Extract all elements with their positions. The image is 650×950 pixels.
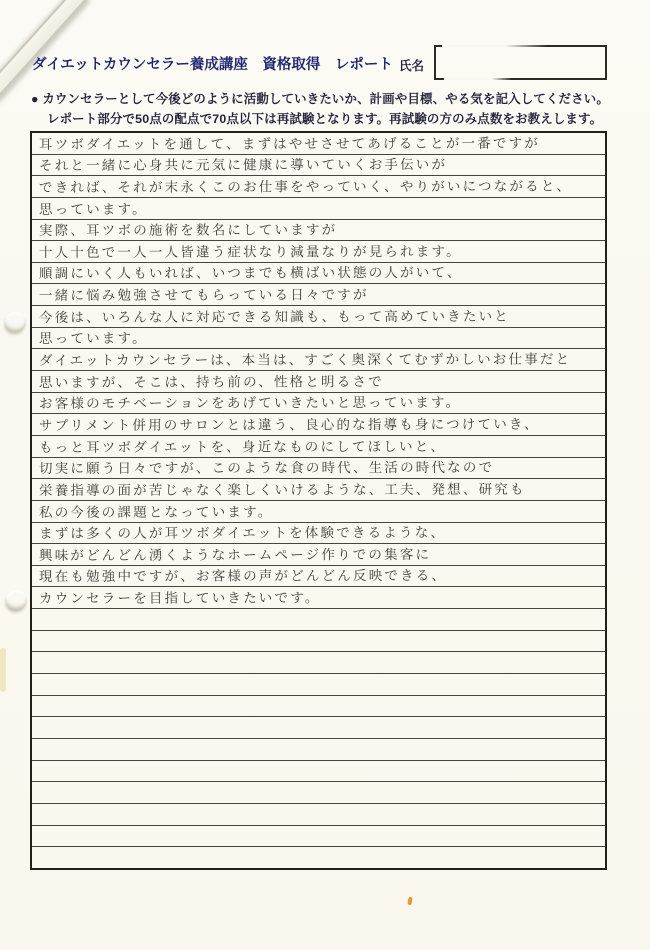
- punch-hole-bottom: [6, 590, 27, 610]
- report-line-text: 現在も勉強中ですが、お客様の声がどんどん反映できる、: [38, 568, 448, 586]
- report-line-text: お客様のモチベーションをあげていきたいと思っています。: [38, 395, 462, 413]
- report-line: [32, 717, 605, 739]
- report-line: [32, 609, 605, 631]
- instruction-line-2: レポート部分で50点の配点で70点以下は再試験となります。再試験の方のみ点数をお教えします。: [47, 112, 603, 126]
- report-line: [32, 566, 605, 588]
- report-line: [32, 847, 605, 868]
- report-line-text: サプリメント併用のサロンとは違う、良心的な指導も身につけていき、: [38, 416, 540, 434]
- report-writing-area: [30, 131, 607, 870]
- report-line: [32, 804, 605, 826]
- report-line: [32, 393, 605, 415]
- report-line: [32, 371, 605, 393]
- report-line: [32, 826, 605, 848]
- report-line-text: 一緒に悩み勉強させてもらっている日々ですが: [38, 287, 369, 305]
- report-line: [32, 155, 605, 177]
- report-line: [32, 782, 605, 804]
- report-line: [32, 458, 605, 480]
- report-line-text: それと一緒に心身共に元気に健康に導いていくお手伝いが: [38, 157, 448, 175]
- report-line: [32, 739, 605, 761]
- report-line-text: 思っています。: [38, 201, 148, 218]
- report-line: [32, 587, 605, 609]
- report-line-text: カウンセラーを目指していきたいです。: [38, 590, 321, 608]
- report-line: [32, 328, 605, 350]
- report-line: [32, 263, 605, 285]
- report-line: [32, 761, 605, 783]
- report-line-text: 十人十色で一人一人皆違う症状なり減量なりが見られます。: [38, 243, 462, 261]
- report-line-text: できれば、それが末永くこのお仕事をやっていく、やりがいにつながると、: [38, 178, 573, 196]
- instruction-line-1: ● カウンセラーとして今後どのように活動していきたいか、計画や目標、やる気を記入してください。: [31, 92, 609, 106]
- report-line-text: 思いますが、そこは、持ち前の、性格と明るさで: [38, 373, 384, 391]
- report-line-text: 順調にいく人もいれば、いつまでも横ばい状態の人がいて、: [38, 265, 463, 283]
- report-line: [32, 523, 605, 545]
- scan-edge-smudge: [0, 648, 6, 692]
- name-box-border-fade-top: [442, 45, 547, 47]
- report-line: [32, 652, 605, 674]
- report-line: [32, 674, 605, 696]
- report-line: [32, 501, 605, 523]
- report-line: [32, 284, 605, 306]
- report-line: [32, 349, 605, 371]
- report-line: [32, 198, 605, 220]
- report-line-text: 今後は、いろんな人に対応できる知識も、もって高めていきたいと: [38, 308, 510, 326]
- report-line: [32, 133, 605, 155]
- report-line: [32, 241, 605, 263]
- report-line: [32, 306, 605, 328]
- report-line-text: 私の今後の課題となっています。: [38, 503, 274, 521]
- report-line: [32, 436, 605, 458]
- report-line-text: 切実に願う日々ですが、このような食の時代、生活の時代なので: [38, 460, 495, 478]
- report-line: [32, 220, 605, 242]
- name-input-box: [434, 45, 607, 80]
- page-title: ダイエットカウンセラー養成講座 資格取得 レポート: [32, 57, 393, 73]
- report-line-text: もっと耳ツボダイエットを、身近なものにしてほしいと、: [38, 438, 447, 456]
- report-line-text: 耳ツボダイエットを通して、まずはやせさせてあげることが一番ですが: [38, 135, 541, 153]
- report-line-text: 実際、耳ツボの施術を数名にしていますが: [38, 222, 338, 240]
- name-box-border-fade-bottom: [444, 78, 512, 80]
- report-line: [32, 176, 605, 198]
- report-line: [32, 696, 605, 718]
- report-line: [32, 479, 605, 501]
- report-line-text: 栄養指導の面が苦じゃなく楽しくいけるような、工夫、発想、研究も: [38, 481, 526, 499]
- report-line-text: 思っています。: [38, 331, 148, 348]
- report-line-text: ダイエットカウンセラーは、本当は、すごく奥深くてむずかしいお仕事だと: [38, 351, 572, 370]
- report-line-text: まずは多くの人が耳ツボダイエットを体験できるような、: [38, 525, 447, 543]
- punch-hole-top: [5, 312, 26, 332]
- report-line: [32, 631, 605, 653]
- report-line: [32, 414, 605, 436]
- report-line-text: 興味がどんどん湧くようなホームページ作りでの集客に: [38, 546, 432, 564]
- report-line: [32, 544, 605, 566]
- name-field-label: 氏名: [399, 59, 425, 73]
